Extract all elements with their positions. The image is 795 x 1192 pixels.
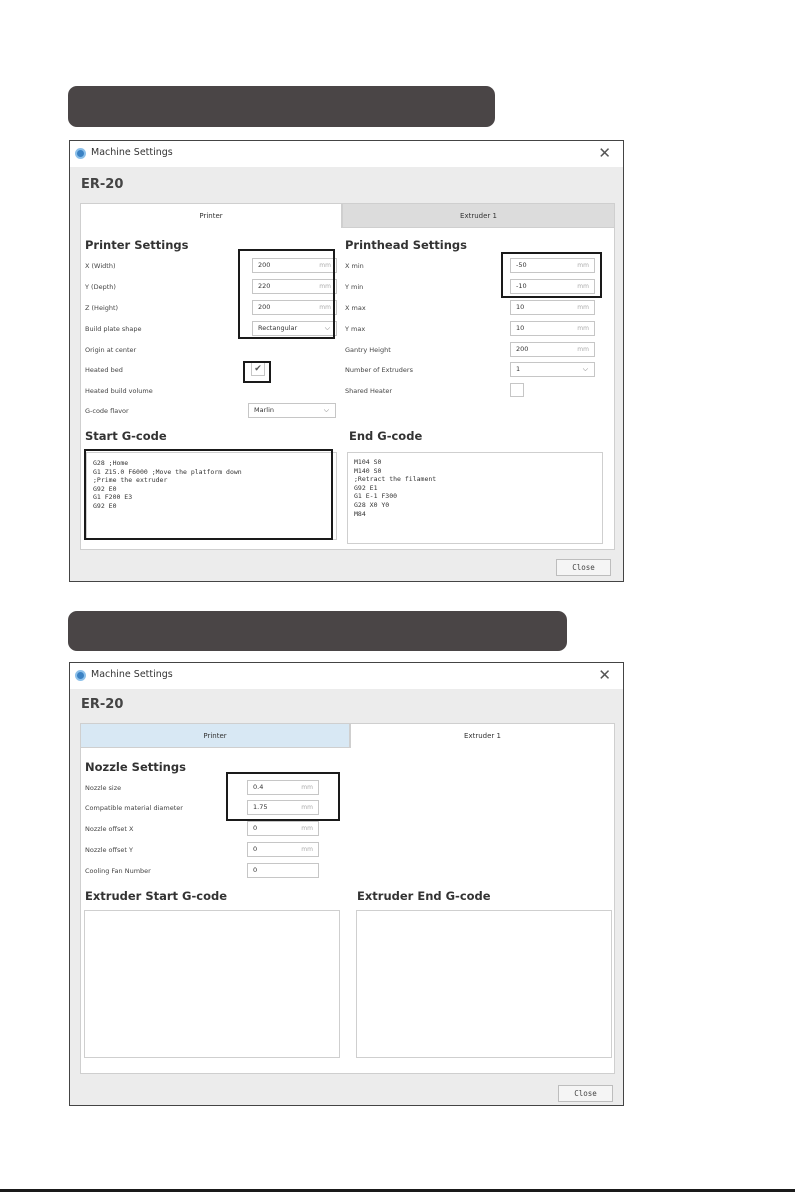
extruder-start-gcode-title: Extruder Start G-code [85,889,228,903]
nozzle-offset-y-input[interactable] [247,842,319,857]
origin-at-center-label: Origin at center [85,346,137,354]
x-width-value: 200 [258,261,271,269]
printhead-settings-title: Printhead Settings [345,238,467,252]
chevron-down-icon: ⌵ [323,406,329,414]
highlight-box [501,252,602,298]
heated-bed-checkbox[interactable]: ✔ [251,362,265,376]
code-line: G28 ;Home [93,459,129,467]
y-depth-value: 220 [258,282,271,290]
nozzle-size-value: 0.4 [253,783,264,791]
y-depth-label: Y (Depth) [85,283,116,291]
section-banner-2 [68,611,567,651]
close-button[interactable]: Close [556,559,611,576]
close-icon[interactable]: ✕ [598,666,611,684]
heated-bed-label: Heated bed [85,366,123,374]
build-plate-shape-value: Rectangular [258,324,298,332]
cura-logo-icon [75,670,86,681]
unit-label: mm [301,825,313,832]
unit-label: mm [577,325,589,332]
x-min-label: X min [345,262,364,270]
unit-label: mm [577,304,589,311]
unit-label: mm [577,262,589,269]
nozzle-offset-x-value: 0 [253,824,258,832]
gantry-height-value: 200 [516,345,529,353]
code-line: G1 F200 E3 [93,493,133,502]
chevron-down-icon: ⌵ [324,324,330,332]
tab-bar [80,203,613,228]
unit-label: mm [319,283,331,290]
section-banner-1 [68,86,495,127]
title-bar [70,663,623,689]
close-icon[interactable]: ✕ [598,144,611,162]
start-gcode-title: Start G-code [85,429,167,443]
nozzle-settings-title: Nozzle Settings [85,760,186,774]
gantry-height-label: Gantry Height [345,346,391,354]
window-title: Machine Settings [91,147,173,158]
cooling-fan-number-label: Cooling Fan Number [85,867,151,875]
machine-settings-dialog-extruder [69,662,624,1106]
code-line: G1 Z15.0 F6000 ;Move the platform down [93,467,242,476]
machine-name: ER-20 [81,177,124,192]
code-line: ;Prime the extruder [93,476,168,485]
cooling-fan-number-value: 0 [253,866,258,874]
end-gcode-editor[interactable] [347,452,603,544]
nozzle-offset-x-label: Nozzle offset X [85,825,134,833]
code-line: M140 S0 [354,466,382,475]
x-max-input[interactable] [510,300,595,315]
unit-label: mm [301,784,313,791]
chevron-down-icon: ⌵ [582,365,588,373]
code-line: G92 E0 [93,501,117,510]
shared-heater-label: Shared Heater [345,387,393,395]
highlight-box [226,772,340,821]
gantry-height-input[interactable] [510,342,595,357]
printer-settings-title: Printer Settings [85,238,189,252]
y-min-value: -10 [516,282,527,290]
unit-label: mm [319,304,331,311]
number-of-extruders-label: Number of Extruders [345,366,413,374]
tab-bar [80,723,613,748]
tab-printer[interactable]: Printer [80,723,350,748]
machine-name: ER-20 [81,697,124,712]
settings-panel [80,748,615,1074]
number-of-extruders-value: 1 [516,365,521,373]
gcode-flavor-value: Marlin [254,406,274,414]
highlight-box [243,361,271,383]
nozzle-offset-y-value: 0 [253,845,258,853]
material-diameter-value: 1.75 [253,803,268,811]
x-min-value: -50 [516,261,527,269]
highlight-box [84,449,333,540]
code-line: M84 [354,509,366,518]
unit-label: mm [319,262,331,269]
extruder-start-gcode-editor[interactable] [84,910,340,1058]
code-line: G28 X0 Y0 [354,500,390,509]
gcode-flavor-select[interactable] [248,403,336,418]
code-line: G92 E0 [93,484,117,493]
unit-label: mm [301,846,313,853]
code-line: ;Retract the filament [354,475,437,484]
material-diameter-label: Compatible material diameter [85,804,183,812]
close-button[interactable]: Close [558,1085,613,1102]
x-width-label: X (Width) [85,262,116,270]
x-max-value: 10 [516,303,525,311]
x-max-label: X max [345,304,366,312]
shared-heater-checkbox[interactable] [510,383,524,397]
title-bar [70,141,623,167]
extruder-end-gcode-title: Extruder End G-code [357,889,491,903]
code-line: G92 E1 [354,483,378,492]
gcode-flavor-label: G-code flavor [85,407,129,415]
cura-logo-icon [75,148,86,159]
cooling-fan-number-input[interactable] [247,863,319,878]
highlight-box [238,249,335,339]
nozzle-offset-x-input[interactable] [247,821,319,836]
code-line: G1 E-1 F300 [354,492,398,501]
y-max-label: Y max [345,325,366,333]
y-max-value: 10 [516,324,525,332]
nozzle-size-label: Nozzle size [85,784,122,792]
end-gcode-title: End G-code [349,429,423,443]
unit-label: mm [577,346,589,353]
unit-label: mm [577,283,589,290]
tab-printer[interactable]: Printer [80,203,342,228]
z-height-value: 200 [258,303,271,311]
tab-extruder-1[interactable]: Extruder 1 [350,723,615,748]
z-height-label: Z (Height) [85,304,119,312]
nozzle-offset-y-label: Nozzle offset Y [85,846,133,854]
code-line: M104 S0 [354,458,382,466]
extruder-end-gcode-editor[interactable] [356,910,612,1058]
y-max-input[interactable] [510,321,595,336]
number-of-extruders-select[interactable] [510,362,595,377]
y-min-label: Y min [345,283,364,291]
unit-label: mm [301,804,313,811]
window-title: Machine Settings [91,669,173,680]
heated-build-volume-label: Heated build volume [85,387,153,395]
build-plate-shape-label: Build plate shape [85,325,142,333]
tab-extruder-1[interactable]: Extruder 1 [342,203,615,228]
